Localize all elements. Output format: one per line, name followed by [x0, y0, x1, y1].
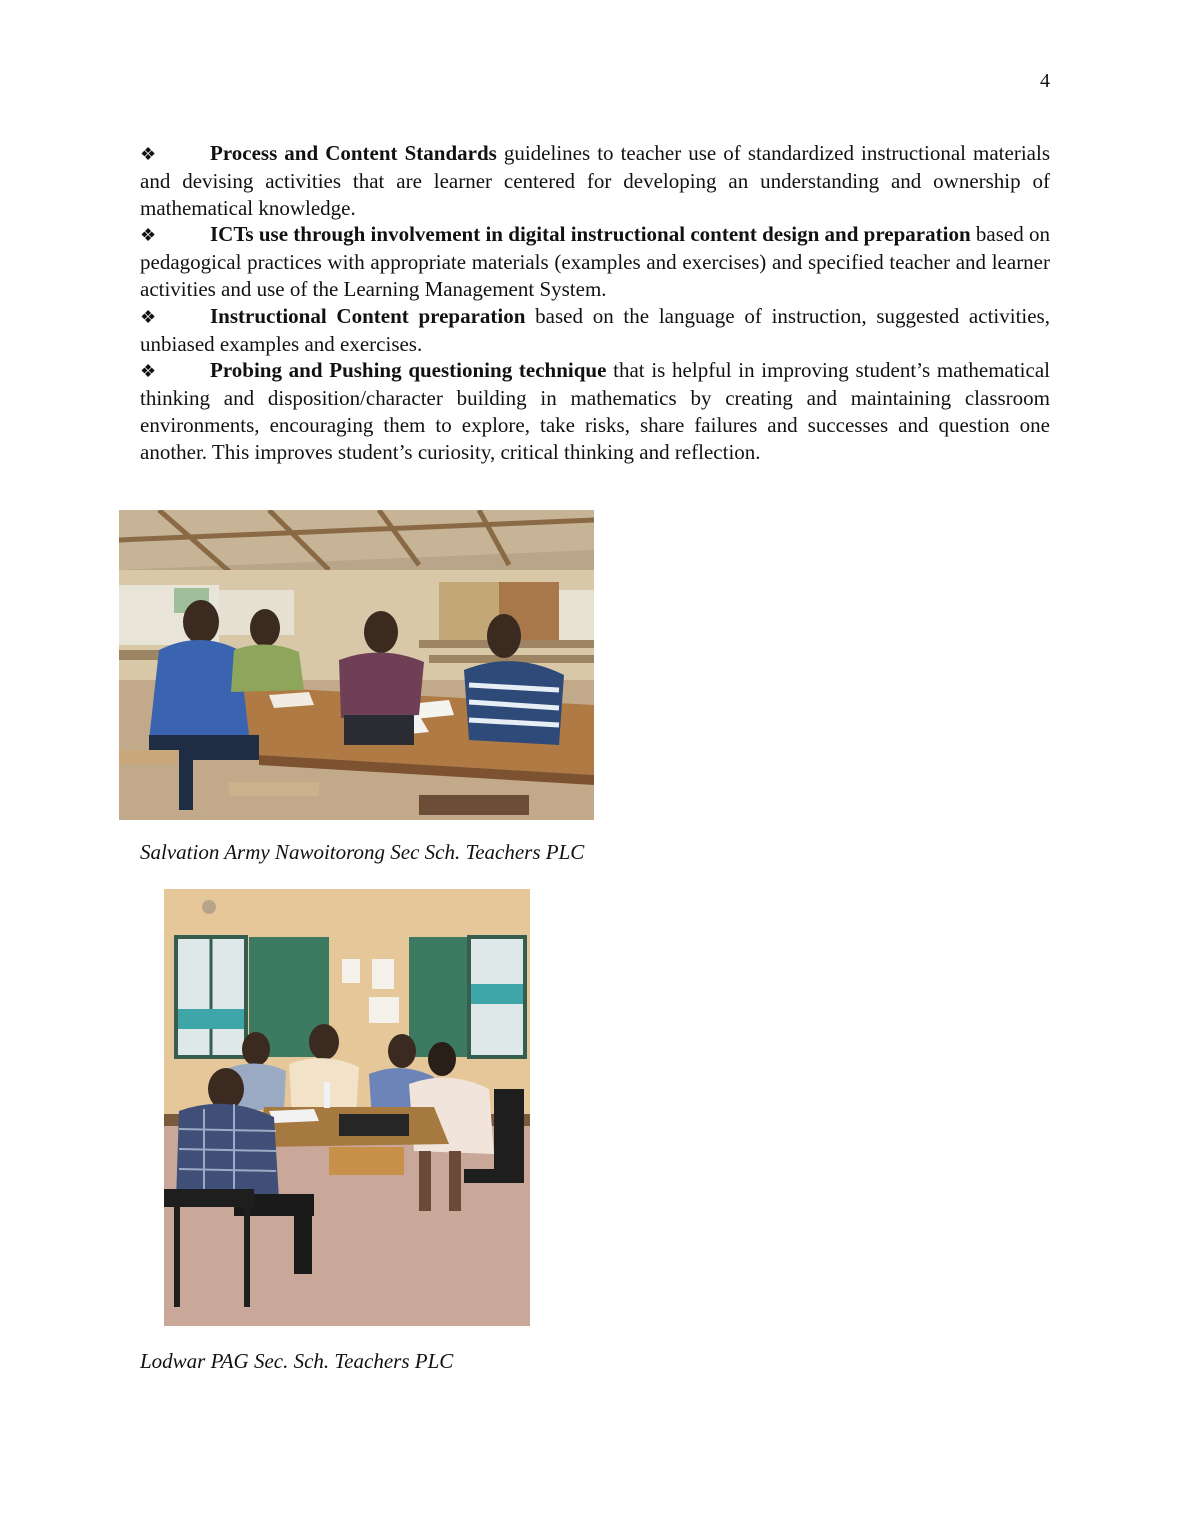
bullet-item-questioning: [140, 357, 1050, 465]
photo-teachers-classroom: [164, 889, 530, 1326]
bullet-text: guidelines to teacher use of standardized instructional materials and devising activities that are learner centered for developing an understanding and ownership of mathematical knowledge.: [140, 141, 1050, 220]
bullet-heading: Process and Content Standards: [210, 141, 497, 165]
diamond-bullet-icon: ❖: [140, 144, 157, 164]
bullet-list: [140, 140, 1050, 466]
photo-teachers-hall: [119, 510, 594, 820]
bullet-item-icts: [140, 221, 1050, 302]
bullet-heading: ICTs use through involvement in digital instructional content design and preparation: [210, 222, 971, 247]
diamond-bullet-icon: ❖: [140, 361, 157, 382]
figure-caption: Salvation Army Nawoitorong Sec Sch. Teachers PLC: [140, 840, 585, 864]
bullet-text: that is helpful in improving student’s mathematical thinking and disposition/character building in mathematics by creating and maintaining classroom environments, encouraging them to explore, take risks, share failures and successes and question one another. This improves student’s curiosity, critical thinking and reflection.: [140, 358, 1050, 464]
page-number: 4: [1040, 70, 1050, 92]
teachers-meeting-photo: [119, 510, 594, 820]
teachers-meeting-photo: [164, 889, 530, 1326]
bullet-heading: Probing and Pushing questioning technique: [210, 358, 607, 383]
bullet-heading: Instructional Content preparation: [210, 303, 526, 328]
figure-caption: Lodwar PAG Sec. Sch. Teachers PLC: [140, 1349, 454, 1373]
bullet-item-process-standards: [140, 140, 1050, 221]
diamond-bullet-icon: ❖: [140, 306, 157, 327]
diamond-bullet-icon: ❖: [140, 225, 157, 246]
bullet-text: based on pedagogical practices with appropriate materials (examples and exercises) and specified teacher and learner activities and use of the Learning Management System.: [140, 222, 1050, 301]
bullet-item-instructional-content: [140, 303, 1050, 358]
bullet-text: based on the language of instruction, suggested activities, unbiased examples and exercises.: [140, 303, 1050, 356]
